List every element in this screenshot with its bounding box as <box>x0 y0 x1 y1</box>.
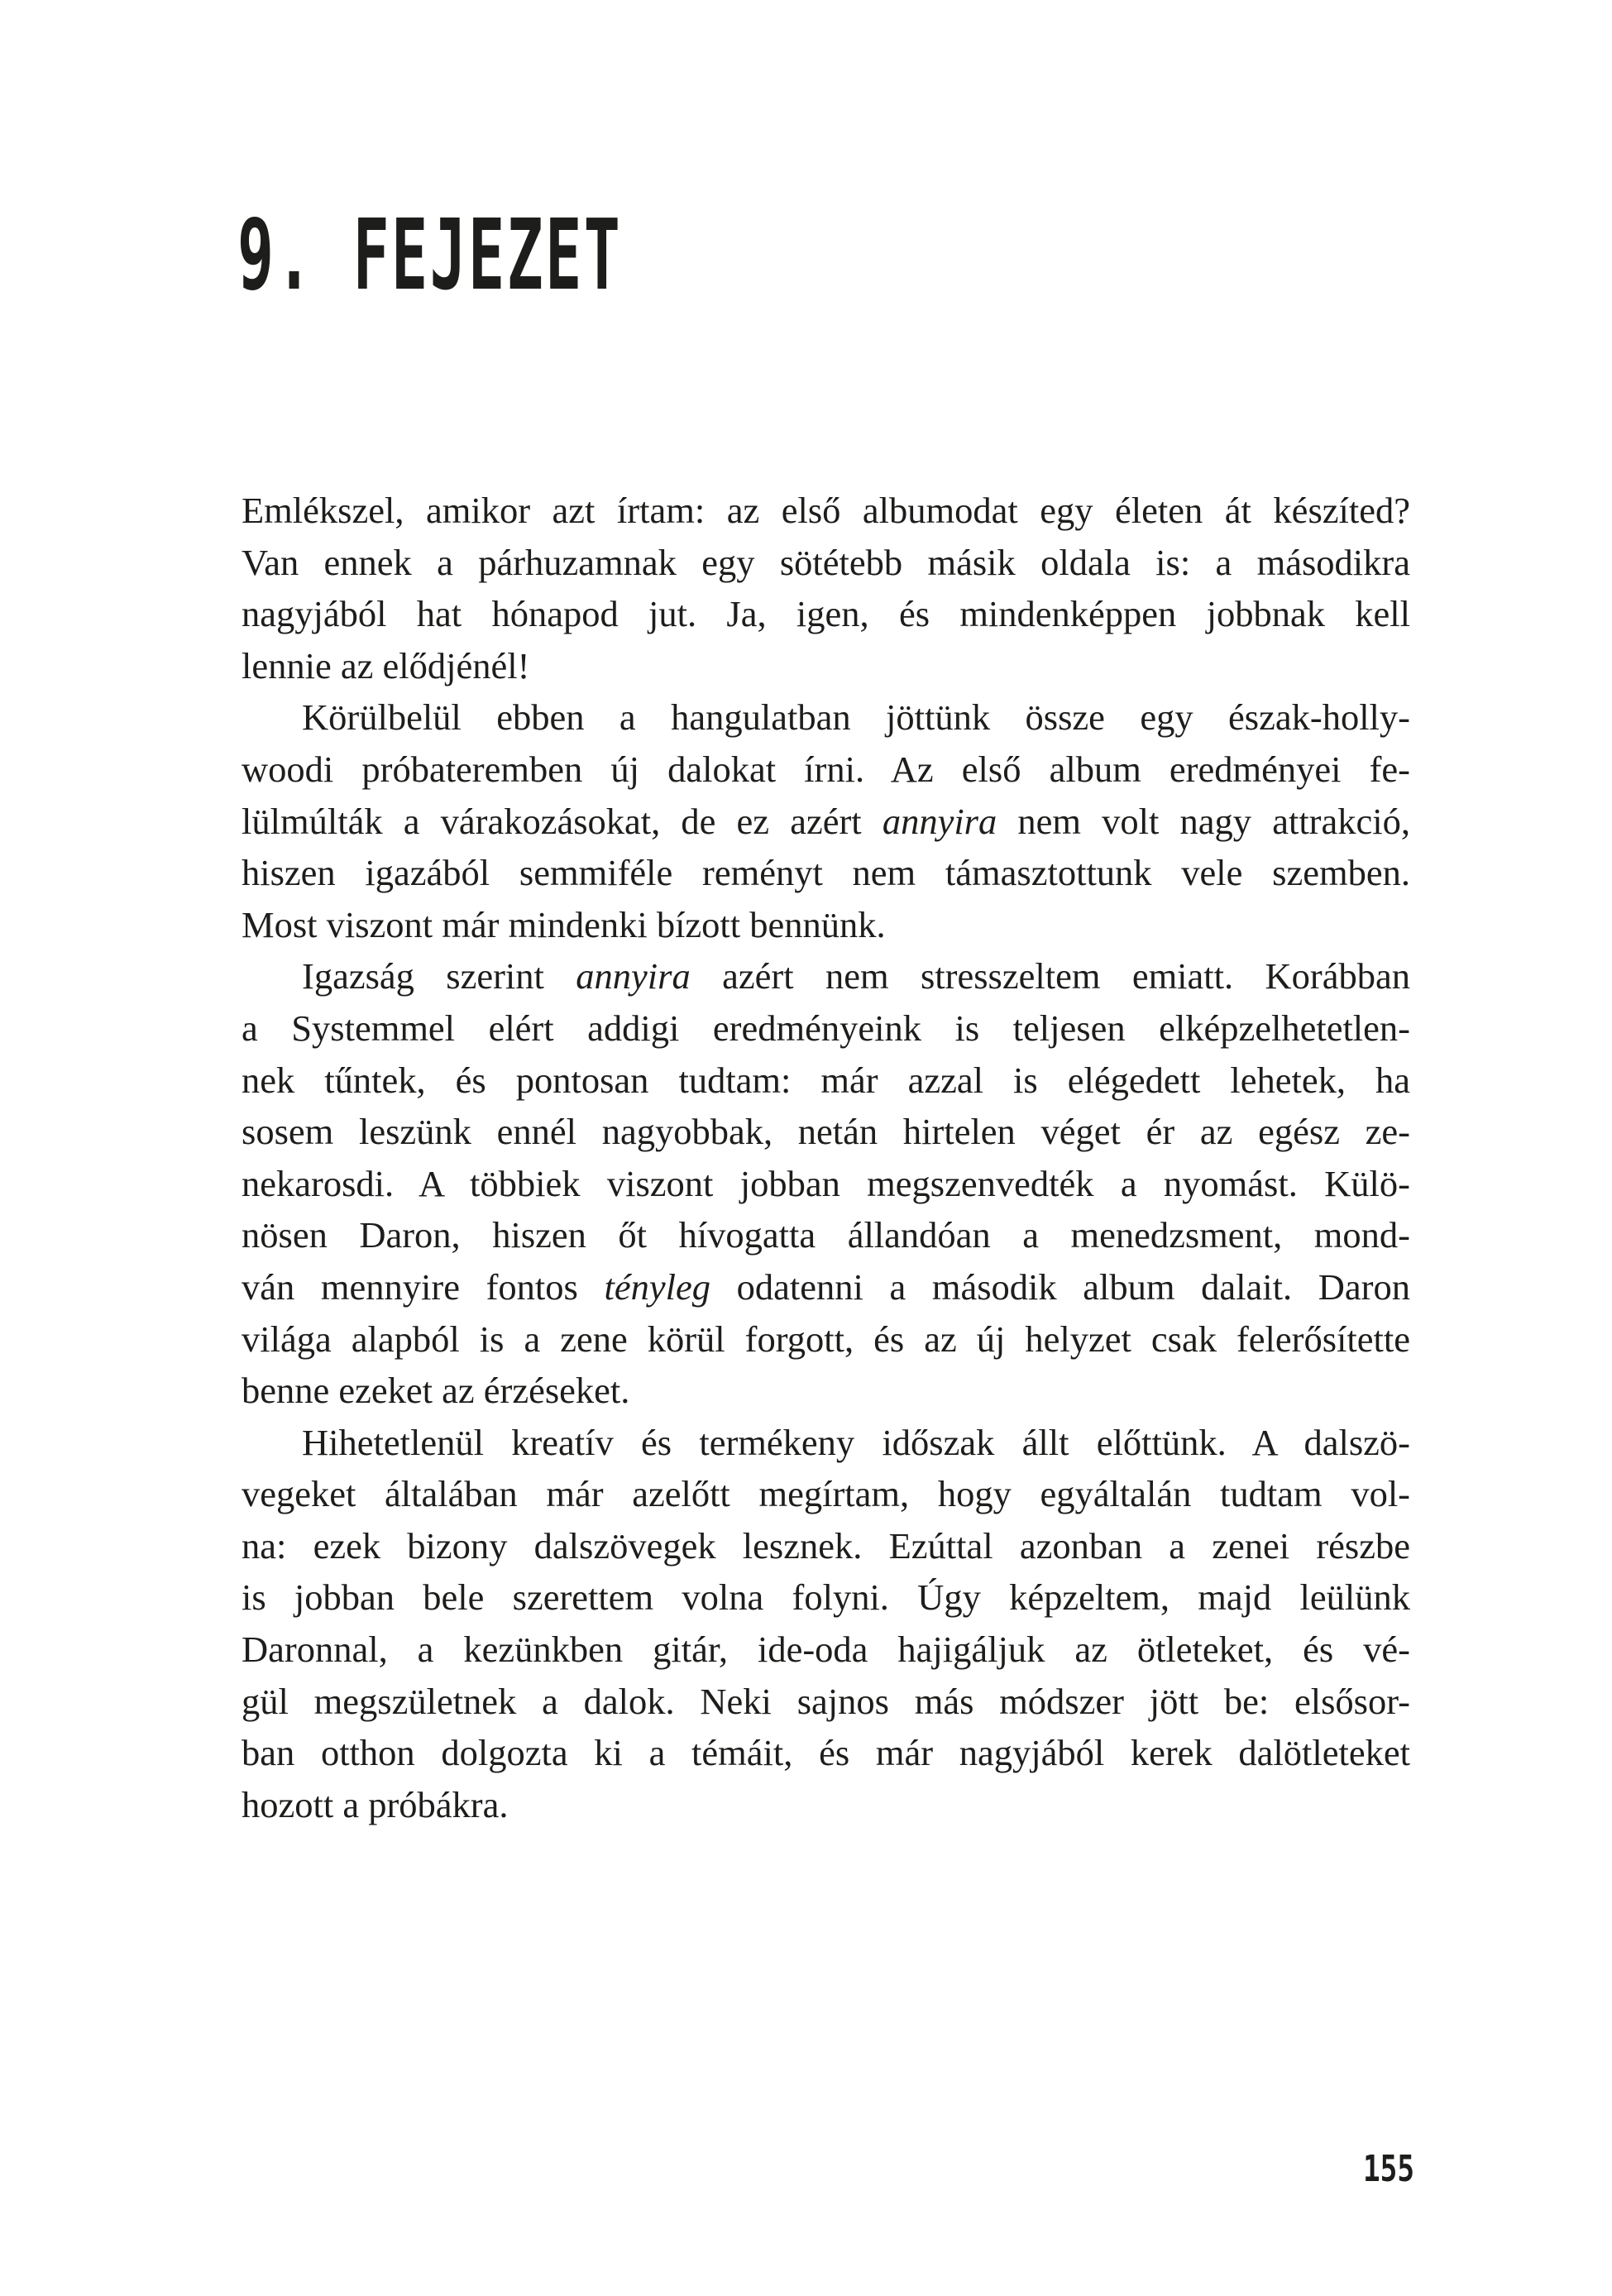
text-line: nekarosdi. A többiek viszont jobban megszenvedték a nyomást. Külö- <box>242 1162 1410 1204</box>
text-line: nösen Daron, hiszen őt hívogatta állandóan a menedzsment, mond- <box>242 1214 1410 1256</box>
text-line: sosem leszünk ennél nagyobbak, netán hirtelen véget ér az egész ze- <box>242 1111 1410 1153</box>
emphasis-text: tényleg <box>604 1265 710 1308</box>
paragraph <box>242 950 1410 1416</box>
text-line: na: ezek bizony dalszövegek lesznek. Ezúttal azonban a zenei részbe <box>242 1524 1410 1567</box>
text-line: is jobban bele szerettem volna folyni. Úgy képzeltem, majd leülünk <box>242 1576 1410 1619</box>
text-line: nagyjából hat hónapod jut. Ja, igen, és mindenképpen jobbnak kell <box>242 593 1410 635</box>
text-line: ván mennyire fontos tényleg odatenni a második album dalait. Daron <box>242 1265 1410 1308</box>
text-line: gül megszületnek a dalok. Neki sajnos más módszer jött be: elsősor- <box>242 1680 1410 1722</box>
paragraph <box>242 1417 1410 1831</box>
emphasis-text: annyira <box>882 800 997 842</box>
text-line: woodi próbateremben új dalokat írni. Az első album eredményei fe- <box>242 748 1410 790</box>
text-line: Hihetetlenül kreatív és termékeny időszak állt előttünk. A dalszö- <box>302 1421 1410 1463</box>
text-line: lülmúlták a várakozásokat, de ez azért annyira nem volt nagy attrakció, <box>242 800 1410 842</box>
text-line: Daronnal, a kezünkben gitár, ide-oda hajigáljuk az ötleteket, és vé- <box>242 1629 1410 1671</box>
text-line: Emlékszel, amikor azt írtam: az első albumodat egy életen át készíted? <box>242 490 1410 531</box>
emphasis-text: annyira <box>576 955 691 997</box>
body-text <box>242 485 1410 1830</box>
text-line: Körülbelül ebben a hangulatban jöttünk össze egy észak-holly- <box>302 696 1410 739</box>
chapter-title: 9. FEJEZET <box>237 198 623 312</box>
page-number: 155 <box>1363 2148 1414 2190</box>
text-line: lennie az elődjénél! <box>242 644 530 686</box>
paragraph <box>242 485 1410 691</box>
paragraph <box>242 691 1410 950</box>
text-line: a Systemmel elért addigi eredményeink is teljesen elképzelhetetlen- <box>242 1007 1410 1049</box>
text-line: világa alapból is a zene körül forgott, és az új helyzet csak felerősítette <box>242 1318 1410 1360</box>
text-line: Most viszont már mindenki bízott bennünk. <box>242 903 886 945</box>
text-line: ban otthon dolgozta ki a témáit, és már nagyjából kerek dalötleteket <box>242 1732 1410 1774</box>
text-line: benne ezeket az érzéseket. <box>242 1370 630 1412</box>
text-line: Igazság szerint annyira azért nem stresszeltem emiatt. Korábban <box>302 955 1410 997</box>
text-line: hozott a próbákra. <box>242 1783 509 1825</box>
text-line: Van ennek a párhuzamnak egy sötétebb másik oldala is: a másodikra <box>242 541 1410 583</box>
text-line: hiszen igazából semmiféle reményt nem támasztottunk vele szemben. <box>242 852 1410 894</box>
text-line: nek tűntek, és pontosan tudtam: már azzal is elégedett lehetek, ha <box>242 1059 1410 1101</box>
text-line: vegeket általában már azelőtt megírtam, hogy egyáltalán tudtam vol- <box>242 1473 1410 1515</box>
